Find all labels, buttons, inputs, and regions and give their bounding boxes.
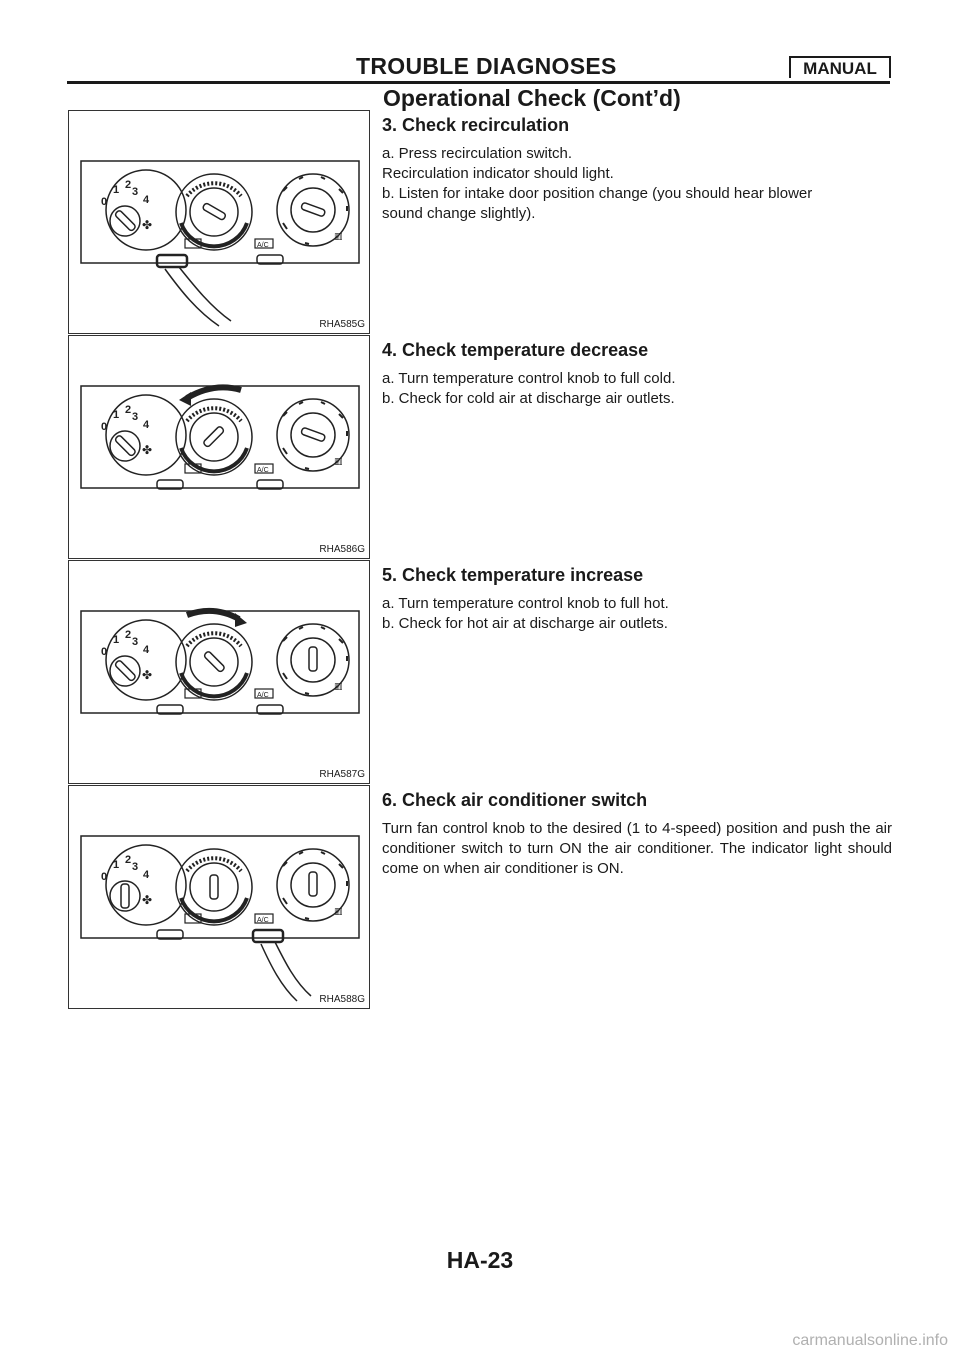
control-panel-illustration: [69, 561, 369, 783]
ac-indicator-label: A/C: [257, 692, 269, 699]
defrost-icon: ▥: [334, 681, 343, 691]
section-check-recirculation: [382, 114, 892, 224]
step-b: b. Check for cold air at discharge air outlets.: [382, 390, 675, 407]
fan-label-2: 2: [125, 629, 132, 641]
watermark: carmanualsonline.info: [792, 1332, 948, 1349]
recirc-switch: [157, 255, 187, 267]
fan-label-1: 1: [113, 859, 120, 871]
header-subtitle: Operational Check (Cont’d): [383, 85, 681, 111]
fan-label-1: 1: [113, 409, 120, 421]
defrost-icon: ▥: [334, 906, 343, 916]
fan-knob-icon: [110, 656, 140, 686]
fan-label-4: 4: [143, 419, 150, 431]
step-a: a. Press recirculation switch.: [382, 145, 573, 162]
temp-knob-icon: [190, 863, 238, 911]
fan-icon: ✤: [142, 668, 153, 682]
fan-label-4: 4: [143, 194, 150, 206]
defrost-icon: ▥: [334, 231, 343, 241]
control-panel-illustration: [69, 111, 369, 333]
fan-icon: ✤: [142, 218, 153, 232]
mode-knob-icon: [291, 863, 335, 907]
header-badge: MANUAL: [789, 56, 891, 78]
fan-label-3: 3: [132, 186, 139, 198]
fan-icon: ✤: [142, 443, 153, 457]
arrow-left-icon: [179, 392, 191, 406]
ac-switch: [253, 930, 283, 942]
figure-label: RHA587G: [319, 769, 365, 780]
mode-knob-icon: [291, 188, 335, 232]
control-panel-illustration: [69, 336, 369, 558]
temp-knob-icon: [190, 638, 238, 686]
figure-label: RHA585G: [319, 319, 365, 330]
ac-indicator-label: A/C: [257, 242, 269, 249]
defrost-icon: ▥: [334, 456, 343, 466]
step-a: a. Turn temperature control knob to full cold.: [382, 370, 676, 387]
fan-label-0: 0: [101, 196, 108, 208]
fan-label-1: 1: [113, 634, 120, 646]
fan-label-0: 0: [101, 646, 108, 658]
fan-label-1: 1: [113, 184, 120, 196]
header-title: TROUBLE DIAGNOSES: [356, 53, 617, 79]
section-check-temperature-decrease: [382, 339, 892, 409]
fan-knob-icon: [110, 206, 140, 236]
header-rule: [67, 81, 890, 84]
figure-label: RHA586G: [319, 544, 365, 555]
section-title: 6. Check air conditioner switch: [382, 790, 648, 810]
fan-icon: ✤: [142, 893, 153, 907]
page-number: HA-23: [446, 1247, 514, 1273]
mode-knob-icon: [291, 638, 335, 682]
temp-knob-icon: [190, 413, 238, 461]
fan-knob-icon: [110, 881, 140, 911]
figure-rha588g: [68, 785, 370, 1009]
section-title: 3. Check recirculation: [382, 115, 570, 135]
section-check-temperature-increase: [382, 564, 892, 634]
ac-indicator-label: A/C: [257, 467, 269, 474]
figure-rha586g: [68, 335, 370, 559]
finger-icon: [261, 942, 311, 1001]
arrow-right-icon: [235, 613, 247, 627]
fan-label-4: 4: [143, 644, 150, 656]
fan-knob-icon: [110, 431, 140, 461]
control-panel-illustration: [69, 786, 369, 1008]
fan-label-0: 0: [101, 421, 108, 433]
step-b-detail: sound change slightly).: [382, 205, 536, 222]
section-title: 4. Check temperature decrease: [382, 340, 649, 360]
step-a-detail: Recirculation indicator should light.: [382, 165, 614, 182]
step-b: b. Check for hot air at discharge air outlets.: [382, 615, 668, 632]
fan-label-3: 3: [132, 636, 139, 648]
figure-rha585g: [68, 110, 370, 334]
figure-label: RHA588G: [319, 994, 365, 1005]
fan-label-0: 0: [101, 871, 108, 883]
section-paragraph: Turn fan control knob to the desired (1 to 4-speed) position and push the air conditioner switch to turn ON the air conditioner. The indicator light should come on when air conditioner is ON.: [382, 820, 892, 877]
finger-icon: [165, 267, 231, 326]
fan-label-3: 3: [132, 411, 139, 423]
step-b: b. Listen for intake door position change (you should hear blower: [382, 185, 813, 202]
fan-label-4: 4: [143, 869, 150, 881]
ac-indicator-label: A/C: [257, 917, 269, 924]
figure-rha587g: [68, 560, 370, 784]
section-title: 5. Check temperature increase: [382, 565, 644, 585]
step-a: a. Turn temperature control knob to full hot.: [382, 595, 669, 612]
mode-knob-icon: [291, 413, 335, 457]
fan-label-3: 3: [132, 861, 139, 873]
temp-knob-icon: [190, 188, 238, 236]
section-check-ac-switch: [382, 789, 892, 879]
fan-label-2: 2: [125, 854, 132, 866]
fan-label-2: 2: [125, 404, 132, 416]
fan-label-2: 2: [125, 179, 132, 191]
